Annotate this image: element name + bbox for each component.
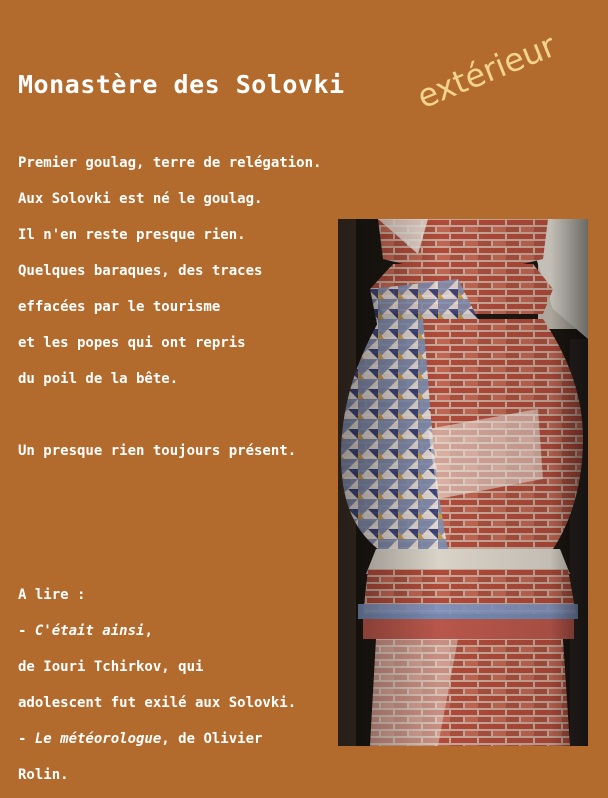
reading-heading: A lire :	[18, 587, 86, 603]
text-line	[18, 402, 321, 438]
text-line: et les popes qui ont repris	[18, 335, 246, 351]
reference-dash: -	[18, 623, 35, 639]
text-line: adolescent fut exilé aux Solovki.	[18, 695, 297, 711]
text-line: Premier goulag, terre de relégation.	[18, 155, 322, 171]
reference-dash: -	[18, 731, 35, 747]
text-line: du poil de la bête.	[18, 371, 179, 387]
text-line	[18, 546, 321, 582]
text-line	[18, 474, 321, 510]
body-text	[18, 150, 321, 798]
column-photo-drawing	[338, 219, 588, 746]
text-line: Il n'en reste presque rien.	[18, 227, 246, 243]
text-line: Quelques baraques, des traces	[18, 263, 263, 279]
text-line: de Iouri Tchirkov, qui	[18, 659, 204, 675]
exterior-stamp: extérieur	[411, 26, 561, 116]
reference-suffix: , de Olivier	[161, 731, 263, 747]
reference-1	[18, 618, 321, 654]
text-line	[18, 510, 321, 546]
column-photo	[338, 219, 588, 746]
page-title: Monastère des Solovki	[18, 70, 345, 99]
book-title: C'était ainsi	[34, 623, 145, 639]
book-title: Le météorologue	[34, 731, 162, 747]
text-line: effacées par le tourisme	[18, 299, 221, 315]
text-line: Un presque rien toujours présent.	[18, 443, 297, 459]
text-line: Rolin.	[18, 767, 69, 783]
text-line: Aux Solovki est né le goulag.	[18, 191, 263, 207]
reference-suffix: ,	[144, 623, 153, 639]
reference-2	[18, 726, 321, 762]
